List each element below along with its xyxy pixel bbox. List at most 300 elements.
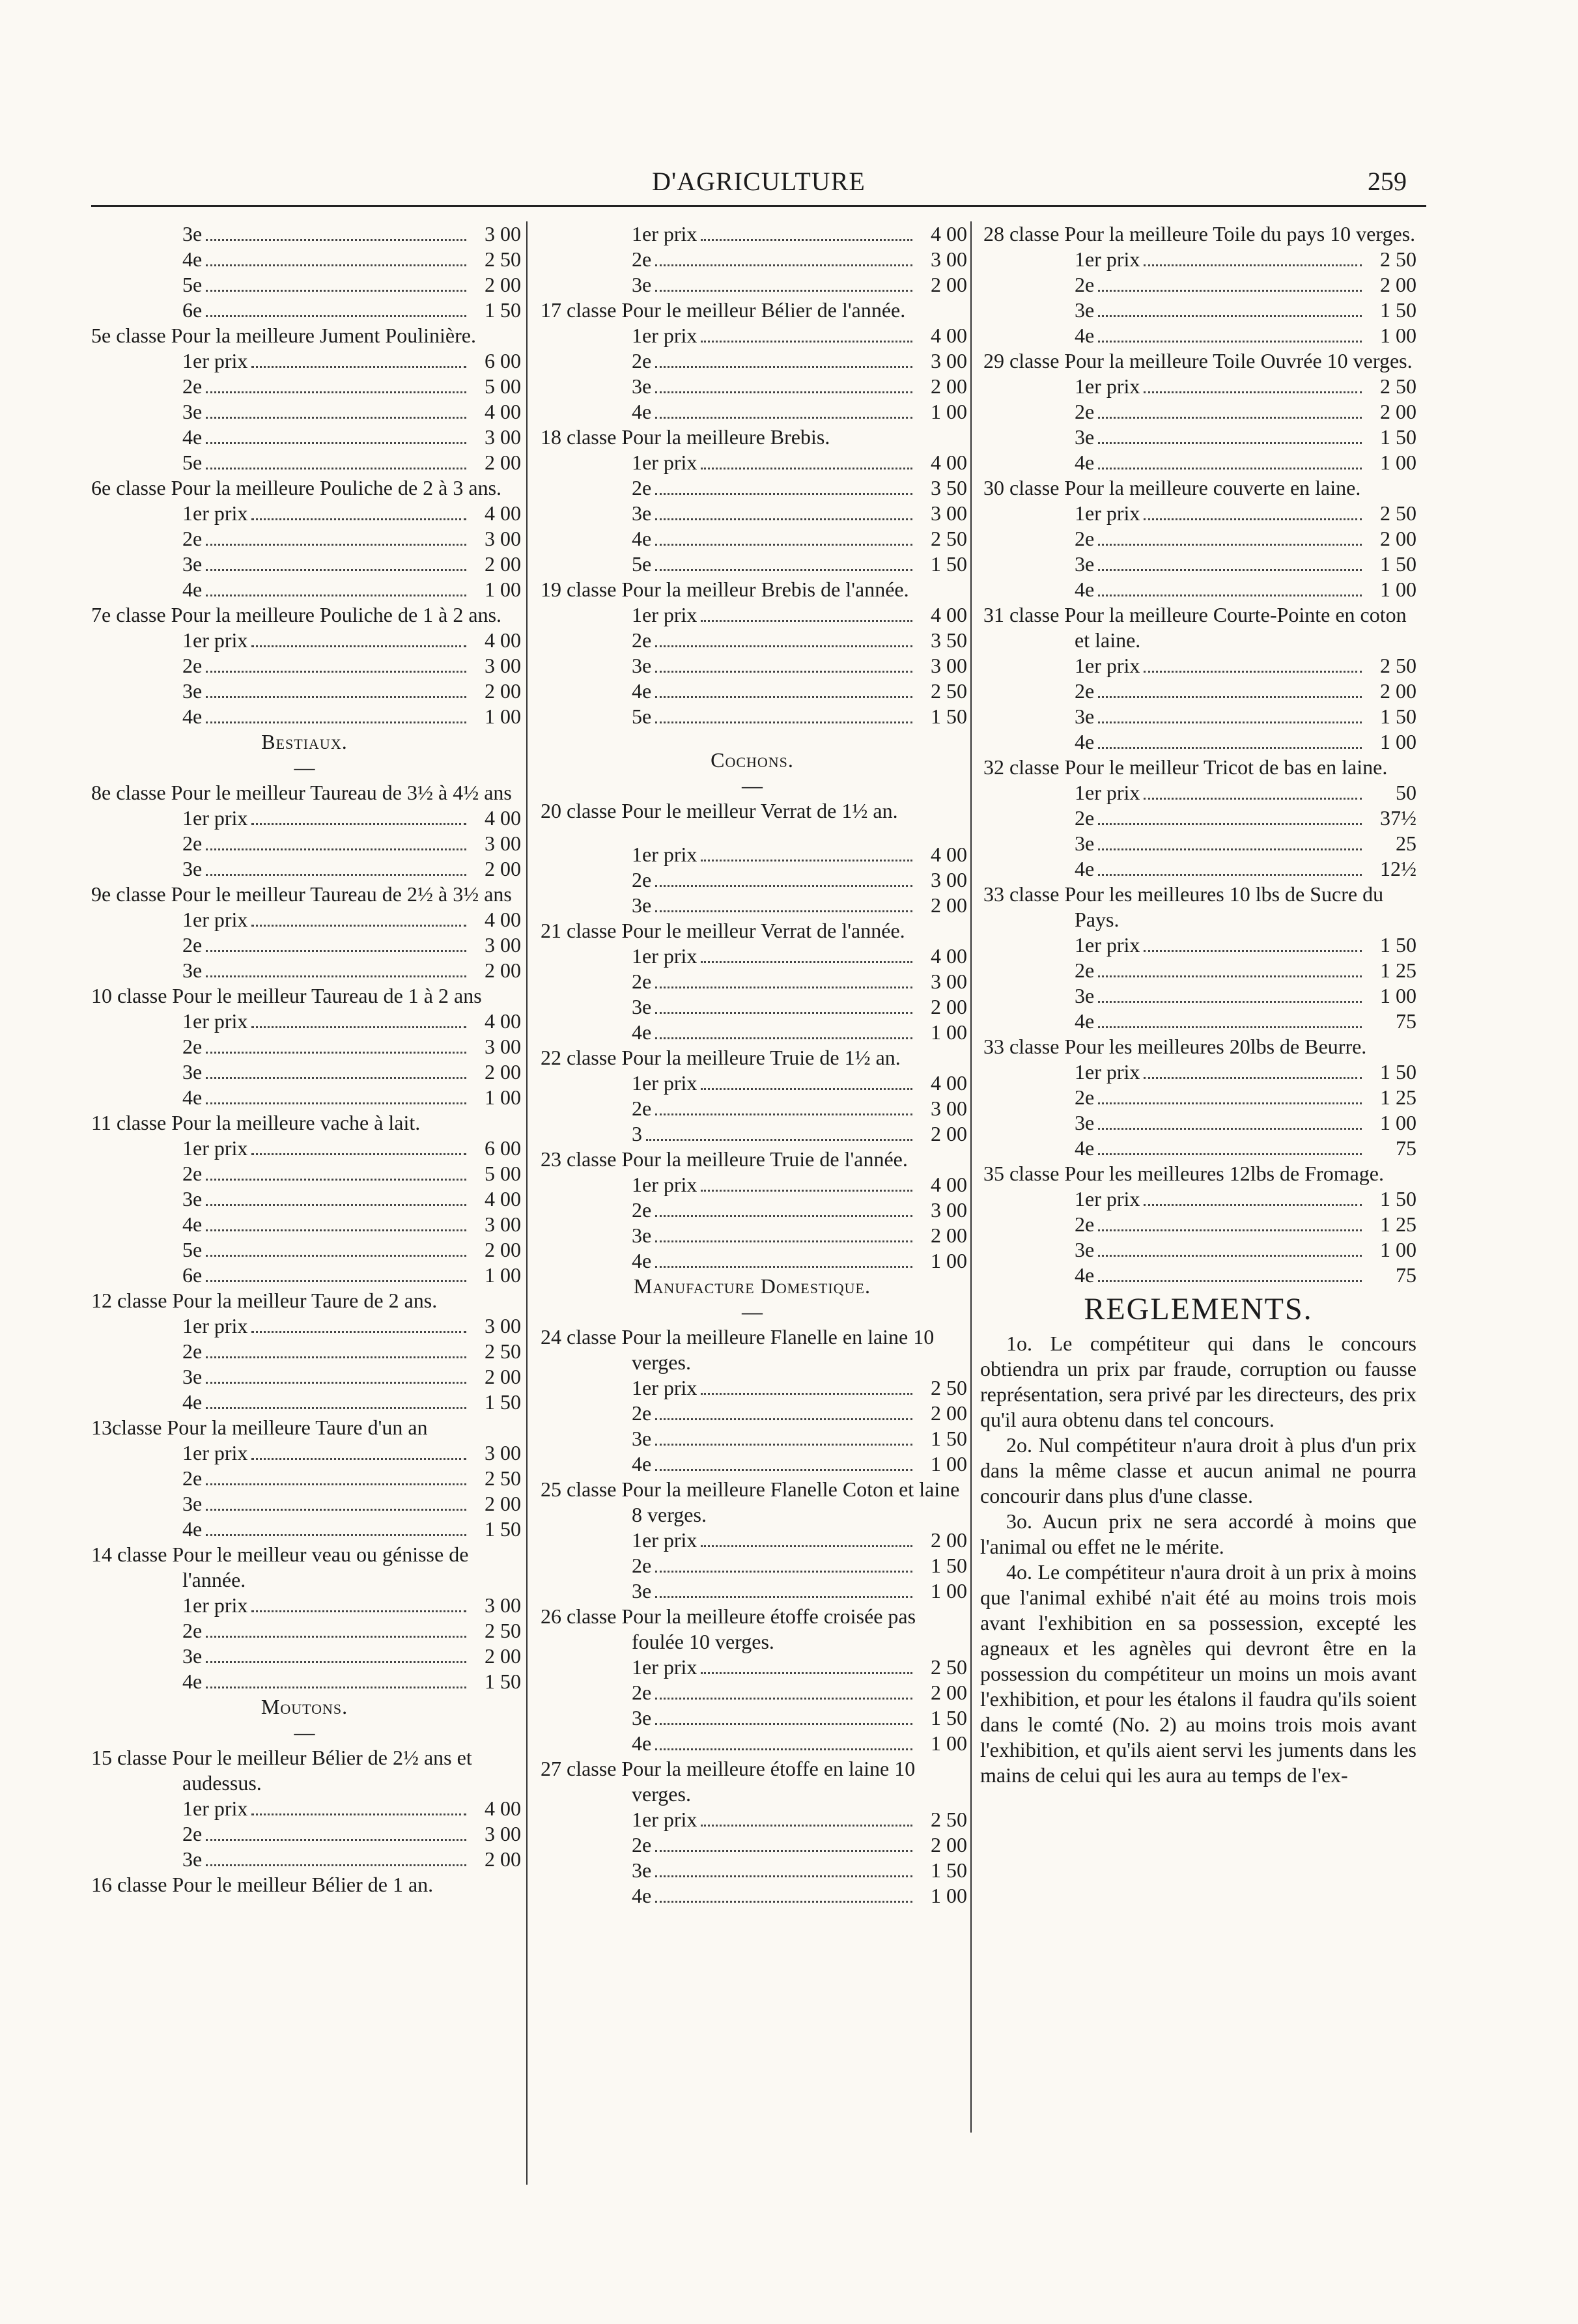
dot-leader — [1144, 1204, 1362, 1206]
prize-amount: 2 00 — [485, 273, 521, 296]
prize-rank: 2e — [632, 476, 652, 499]
dot-leader — [701, 1190, 912, 1192]
prize-amount: 4 00 — [931, 222, 967, 245]
prize-row — [537, 475, 967, 501]
dot-leader — [206, 417, 466, 419]
dot-leader — [655, 1469, 912, 1471]
dot-leader — [206, 1687, 466, 1688]
prize-row — [88, 577, 521, 602]
prize-amount: 2 50 — [1380, 247, 1416, 271]
prize-rank: 4e — [632, 1884, 652, 1907]
prize-rank: 2e — [632, 628, 652, 652]
dot-leader — [655, 518, 912, 520]
prize-amount: 2 00 — [485, 679, 521, 703]
class-heading: 31 classe Pour la meilleure Courte-Pointe en coton et laine. — [983, 603, 1407, 652]
prize-row — [88, 1491, 521, 1517]
prize-rank: 3e — [182, 1644, 203, 1668]
prize-row — [88, 298, 521, 323]
prize-row — [537, 1858, 967, 1883]
prize-amount: 3 00 — [931, 1097, 967, 1120]
prize-row — [980, 1237, 1416, 1263]
dot-leader — [206, 1534, 466, 1536]
prize-amount: 1 00 — [931, 400, 967, 423]
prize-amount: 2 50 — [1380, 374, 1416, 398]
prize-rank: 3e — [1075, 832, 1095, 855]
dot-leader — [646, 1139, 912, 1141]
prize-rank: 3e — [632, 1224, 652, 1247]
prize-amount: 3 00 — [485, 1822, 521, 1845]
prize-rank: 5e — [182, 451, 203, 474]
prize-row — [88, 526, 521, 552]
class-heading: 11 classe Pour la meilleure vache à lait. — [91, 1111, 421, 1134]
prize-rank: 2e — [182, 1035, 203, 1058]
prize-rank: 1er prix — [1075, 933, 1140, 957]
prize-row — [537, 450, 967, 475]
prize-row — [537, 1528, 967, 1553]
prize-row — [88, 1212, 521, 1237]
dot-leader — [251, 1610, 466, 1612]
prize-rank: 2e — [632, 1097, 652, 1120]
dot-leader — [701, 1825, 912, 1827]
prize-rank: 4e — [632, 1731, 652, 1755]
prize-rank: 4e — [182, 1390, 203, 1414]
prize-amount: 2 00 — [931, 273, 967, 296]
class-heading: 35 classe Pour les meilleures 12lbs de Fromage. — [983, 1162, 1384, 1185]
prize-rank: 1er prix — [632, 1376, 697, 1399]
dot-leader — [206, 1179, 466, 1181]
prize-amount: 3 00 — [931, 247, 967, 271]
prize-amount: 2 00 — [485, 1238, 521, 1261]
prize-row — [537, 1553, 967, 1578]
prize-rank: 2e — [632, 247, 652, 271]
prize-rank: 2e — [1075, 273, 1095, 296]
prize-row — [980, 1186, 1416, 1212]
prize-rank: 1er prix — [182, 1314, 248, 1337]
prize-row — [88, 1136, 521, 1161]
dot-leader — [1098, 290, 1362, 292]
prize-rank: 4e — [182, 1212, 203, 1236]
dot-leader — [655, 264, 912, 266]
prize-amount: 3 00 — [485, 933, 521, 957]
prize-row — [980, 729, 1416, 755]
dot-leader — [1098, 874, 1362, 876]
prize-amount: 1 00 — [485, 578, 521, 601]
prize-row — [537, 867, 967, 893]
prize-amount: 2 50 — [485, 247, 521, 271]
prize-amount: 2 00 — [931, 1401, 967, 1425]
dot-leader — [251, 1153, 466, 1155]
prize-amount: 2 00 — [1380, 679, 1416, 703]
prize-row — [88, 1618, 521, 1644]
prize-amount: 4 00 — [931, 944, 967, 968]
prize-amount: 75 — [1396, 1009, 1416, 1033]
prize-amount: 5 00 — [485, 374, 521, 398]
prize-amount: 1 00 — [485, 1085, 521, 1109]
prize-rank: 4e — [632, 679, 652, 703]
prize-row — [88, 1517, 521, 1542]
rule-paragraph: 3o. Aucun prix ne sera accordé à moins que l'animal ou effet ne le mérite. — [980, 1509, 1416, 1558]
prize-amount: 1 25 — [1380, 1085, 1416, 1109]
prize-amount: 4 00 — [931, 1173, 967, 1196]
prize-amount: 6 00 — [485, 349, 521, 372]
prize-rank: 1er prix — [632, 1071, 697, 1095]
prize-amount: 2 00 — [931, 1224, 967, 1247]
dot-leader — [655, 1748, 912, 1750]
prize-row — [88, 1263, 521, 1288]
dot-leader — [1144, 671, 1362, 673]
prize-amount: 2 50 — [485, 1339, 521, 1363]
prize-rank: 1er prix — [1075, 1187, 1140, 1211]
prize-amount: 1 00 — [1380, 984, 1416, 1007]
prize-row — [537, 1096, 967, 1121]
class-heading: 32 classe Pour le meilleur Tricot de bas en laine. — [983, 755, 1388, 779]
class-heading: 12 classe Pour la meilleur Taure de 2 ans. — [91, 1289, 438, 1312]
class-heading: 10 classe Pour le meilleur Taureau de 1 à 2 ans — [91, 984, 482, 1007]
prize-row — [88, 831, 521, 856]
prize-row — [88, 805, 521, 831]
prize-row — [537, 1705, 967, 1731]
prize-rank: 3e — [182, 552, 203, 576]
prize-row — [88, 1034, 521, 1059]
prize-row — [980, 1212, 1416, 1237]
prize-row — [537, 1883, 967, 1909]
prize-amount: 2 00 — [931, 1528, 967, 1552]
dot-leader — [206, 595, 466, 596]
prize-amount: 3 00 — [485, 654, 521, 677]
prize-rank: 4e — [182, 425, 203, 449]
class-heading: 9e classe Pour le meilleur Taureau de 2½ à 3½ ans — [91, 882, 512, 906]
prize-row — [88, 704, 521, 729]
dot-leader — [1098, 1128, 1362, 1130]
prize-row — [980, 272, 1416, 298]
prize-amount: 1 50 — [485, 1390, 521, 1414]
prize-amount: 4 00 — [931, 843, 967, 866]
prize-amount: 3 00 — [485, 832, 521, 855]
dot-leader — [1144, 798, 1362, 800]
column-right — [980, 221, 1416, 1788]
dot-leader — [206, 290, 466, 292]
prize-rank: 4e — [182, 578, 203, 601]
dot-leader — [206, 1636, 466, 1638]
prize-amount: 50 — [1396, 781, 1416, 804]
spacer — [537, 729, 967, 748]
section-heading: Manufacture Domestique. — [634, 1274, 871, 1298]
page-header — [91, 166, 1426, 205]
prize-row — [88, 1085, 521, 1110]
dot-leader — [701, 341, 912, 343]
dot-leader — [1098, 417, 1362, 419]
dot-leader — [655, 696, 912, 698]
prize-rank: 6e — [182, 298, 203, 322]
dot-leader — [1098, 1255, 1362, 1257]
prize-row — [537, 247, 967, 272]
dot-leader — [655, 1850, 912, 1852]
section-heading: Cochons. — [711, 748, 794, 772]
dot-leader — [251, 1026, 466, 1028]
dot-leader — [1098, 823, 1362, 825]
prize-rank: 2e — [632, 970, 652, 993]
prize-amount: 2 00 — [485, 552, 521, 576]
prize-rank: 4e — [632, 527, 652, 550]
prize-amount: 1 50 — [931, 705, 967, 728]
prize-row — [88, 1237, 521, 1263]
prize-row — [88, 1186, 521, 1212]
dot-leader — [206, 544, 466, 546]
prize-row — [88, 348, 521, 374]
prize-amount: 2 50 — [931, 1655, 967, 1679]
prize-amount: 2 50 — [485, 1466, 521, 1490]
class-heading: 16 classe Pour le meilleur Bélier de 1 an. — [91, 1873, 434, 1896]
prize-amount: 1 50 — [1380, 552, 1416, 576]
dot-leader — [206, 874, 466, 876]
prize-rank: 1er prix — [182, 1136, 248, 1160]
prize-rank: 2e — [182, 374, 203, 398]
section-dash: — — [294, 1720, 315, 1744]
rule-paragraph: 1o. Le compétiteur qui dans le concours obtiendra un prix par fraude, corruption ou fausse représentation, sera privé par les directeurs, des prix qu'il aura obtenu dans tel concours. — [980, 1332, 1416, 1431]
prize-rank: 3e — [182, 857, 203, 880]
dot-leader — [701, 961, 912, 963]
prize-amount: 3 00 — [931, 1198, 967, 1222]
prize-amount: 4 00 — [931, 1071, 967, 1095]
prize-amount: 1 00 — [931, 1731, 967, 1755]
class-heading: 29 classe Pour la meilleure Toile Ouvrée 10 verges. — [983, 349, 1413, 372]
prize-amount: 1 50 — [931, 1554, 967, 1577]
page-number: 259 — [1368, 167, 1407, 196]
prize-rank: 3e — [182, 959, 203, 982]
prize-rank: 1er prix — [182, 349, 248, 372]
dot-leader — [1098, 544, 1362, 546]
class-heading: 13classe Pour la meilleure Taure d'un an — [91, 1416, 428, 1439]
prize-rank: 1er prix — [182, 501, 248, 525]
dot-leader — [655, 493, 912, 495]
prize-amount: 1 00 — [931, 1884, 967, 1907]
prize-amount: 1 50 — [931, 1858, 967, 1882]
prize-amount: 2 50 — [1380, 501, 1416, 525]
prize-rank: 3e — [182, 1492, 203, 1515]
dot-leader — [655, 910, 912, 912]
prize-row — [88, 1161, 521, 1186]
prize-amount: 1 00 — [1380, 578, 1416, 601]
dot-leader — [206, 239, 466, 241]
prize-amount: 1 00 — [1380, 451, 1416, 474]
dot-leader — [206, 950, 466, 952]
prize-row — [980, 425, 1416, 450]
prize-row — [980, 856, 1416, 882]
prize-rank: 5e — [632, 552, 652, 576]
prize-amount: 2 00 — [485, 1492, 521, 1515]
prize-row — [88, 679, 521, 704]
prize-rank: 4e — [632, 400, 652, 423]
dot-leader — [701, 239, 912, 241]
prize-amount: 3 00 — [931, 868, 967, 891]
prize-rank: 3e — [182, 679, 203, 703]
prize-rank: 5e — [632, 705, 652, 728]
prize-row — [537, 1451, 967, 1477]
dot-leader — [701, 1545, 912, 1547]
prize-rank: 3e — [632, 374, 652, 398]
prize-amount: 3 00 — [485, 222, 521, 245]
column-left — [88, 221, 521, 1897]
prize-row — [537, 1807, 967, 1832]
spacer — [537, 824, 967, 842]
dot-leader — [1144, 1077, 1362, 1079]
prize-row — [537, 1375, 967, 1401]
prize-row — [537, 679, 967, 704]
prize-row — [88, 1440, 521, 1466]
prize-amount: 2 00 — [485, 1365, 521, 1388]
prize-amount: 2 00 — [485, 857, 521, 880]
prize-amount: 1 00 — [1380, 1238, 1416, 1261]
class-heading: 18 classe Pour la meilleure Brebis. — [541, 425, 830, 449]
class-heading: 28 classe Pour la meilleure Toile du pays 10 verges. — [983, 222, 1416, 245]
prize-row — [980, 1009, 1416, 1034]
dot-leader — [655, 645, 912, 647]
prize-row — [88, 932, 521, 958]
prize-amount: 3 00 — [931, 654, 967, 677]
prize-rank: 3e — [1075, 705, 1095, 728]
prize-amount: 3 00 — [931, 501, 967, 525]
prize-rank: 1er prix — [1075, 654, 1140, 677]
prize-amount: 2 00 — [1380, 400, 1416, 423]
prize-row — [88, 399, 521, 425]
prize-row — [537, 1172, 967, 1197]
prize-amount: 3 00 — [485, 1314, 521, 1337]
prize-row — [980, 450, 1416, 475]
dot-leader — [655, 671, 912, 673]
class-heading: 33 classe Pour les meilleures 10 lbs de Sucre du Pays. — [983, 882, 1384, 931]
dot-leader — [655, 1418, 912, 1420]
prize-amount: 1 00 — [1380, 730, 1416, 753]
header-rule — [91, 205, 1426, 207]
dot-leader — [1098, 696, 1362, 698]
class-heading: 17 classe Pour le meilleur Bélier de l'année. — [541, 298, 906, 322]
dot-leader — [206, 1255, 466, 1257]
prize-rank: 2e — [182, 832, 203, 855]
prize-row — [88, 1644, 521, 1669]
dot-leader — [1098, 1229, 1362, 1231]
prize-row — [980, 399, 1416, 425]
prize-amount: 4 00 — [485, 400, 521, 423]
prize-rank: 1er prix — [182, 1797, 248, 1820]
prize-rank: 3e — [182, 1187, 203, 1211]
dot-leader — [206, 391, 466, 393]
prize-rank: 1er prix — [182, 806, 248, 830]
dot-leader — [206, 315, 466, 317]
prize-rank: 4e — [632, 1020, 652, 1044]
prize-amount: 2 00 — [485, 1060, 521, 1084]
dot-leader — [701, 860, 912, 861]
class-heading: 8e classe Pour le meilleur Taureau de 3½ à 4½ ans — [91, 781, 512, 804]
dot-leader — [206, 1052, 466, 1054]
dot-leader — [655, 721, 912, 723]
class-heading: 27 classe Pour la meilleure étoffe en laine 10 verges. — [541, 1757, 916, 1806]
prize-amount: 75 — [1396, 1136, 1416, 1160]
prize-row — [537, 501, 967, 526]
prize-rank: 3e — [182, 1365, 203, 1388]
prize-amount: 1 50 — [485, 1517, 521, 1541]
prize-row — [88, 1847, 521, 1872]
prize-rank: 3e — [632, 1579, 652, 1603]
dot-leader — [1098, 1001, 1362, 1003]
dot-leader — [655, 366, 912, 368]
prize-amount: 3 00 — [485, 1212, 521, 1236]
prize-amount: 2 00 — [1380, 527, 1416, 550]
prize-amount: 2 00 — [485, 1644, 521, 1668]
prize-row — [537, 1401, 967, 1426]
dot-leader — [655, 417, 912, 419]
dot-leader — [206, 1280, 466, 1282]
prize-rank: 2e — [182, 1619, 203, 1642]
prize-row — [980, 323, 1416, 348]
prize-rank: 4e — [1075, 857, 1095, 880]
prize-amount: 1 50 — [1380, 298, 1416, 322]
prize-rank: 3e — [182, 1060, 203, 1084]
reglements-heading: REGLEMENTS. — [1084, 1292, 1313, 1326]
dot-leader — [206, 721, 466, 723]
prize-amount: 2 00 — [931, 893, 967, 917]
prize-row — [88, 907, 521, 932]
prize-row — [88, 1339, 521, 1364]
dot-leader — [206, 1102, 466, 1104]
prize-row — [88, 450, 521, 475]
prize-rank: 1er prix — [632, 1655, 697, 1679]
prize-row — [537, 348, 967, 374]
prize-row — [537, 1071, 967, 1096]
dot-leader — [655, 987, 912, 988]
dot-leader — [206, 264, 466, 266]
column-middle — [537, 221, 967, 1909]
prize-rank: 2e — [632, 1833, 652, 1856]
prize-rank: 5e — [182, 273, 203, 296]
prize-rank: 3e — [182, 400, 203, 423]
prize-rank: 2e — [1075, 806, 1095, 830]
prize-rank: 4e — [1075, 730, 1095, 753]
dot-leader — [1144, 518, 1362, 520]
prize-row — [537, 1680, 967, 1705]
prize-amount: 3 00 — [931, 349, 967, 372]
class-heading: 33 classe Pour les meilleures 20lbs de Beurre. — [983, 1035, 1367, 1058]
prize-row — [980, 1110, 1416, 1136]
prize-rank: 2e — [1075, 959, 1095, 982]
dot-leader — [1144, 264, 1362, 266]
prize-row — [88, 1796, 521, 1821]
dot-leader — [655, 1113, 912, 1115]
dot-leader — [206, 1483, 466, 1485]
dot-leader — [206, 1356, 466, 1358]
prize-row — [537, 399, 967, 425]
column-divider — [526, 221, 528, 2185]
section-heading: Bestiaux. — [261, 730, 348, 753]
prize-rank: 4e — [1075, 324, 1095, 347]
prize-row — [537, 1731, 967, 1756]
class-heading: 7e classe Pour la meilleure Pouliche de 1 à 2 ans. — [91, 603, 502, 626]
prize-rank: 3e — [1075, 425, 1095, 449]
prize-amount: 4 00 — [931, 603, 967, 626]
class-heading: 30 classe Pour la meilleure couverte en laine. — [983, 476, 1361, 499]
prize-rank: 1er prix — [632, 451, 697, 474]
dot-leader — [206, 975, 466, 977]
prize-amount: 2 00 — [485, 451, 521, 474]
prize-amount: 3 00 — [931, 970, 967, 993]
dot-leader — [655, 1012, 912, 1014]
prize-row — [88, 1390, 521, 1415]
prize-row — [980, 247, 1416, 272]
class-heading: 21 classe Pour le meilleur Verrat de l'année. — [541, 919, 905, 942]
prize-row — [88, 653, 521, 679]
dot-leader — [1098, 315, 1362, 317]
dot-leader — [655, 544, 912, 546]
prize-row — [980, 577, 1416, 602]
